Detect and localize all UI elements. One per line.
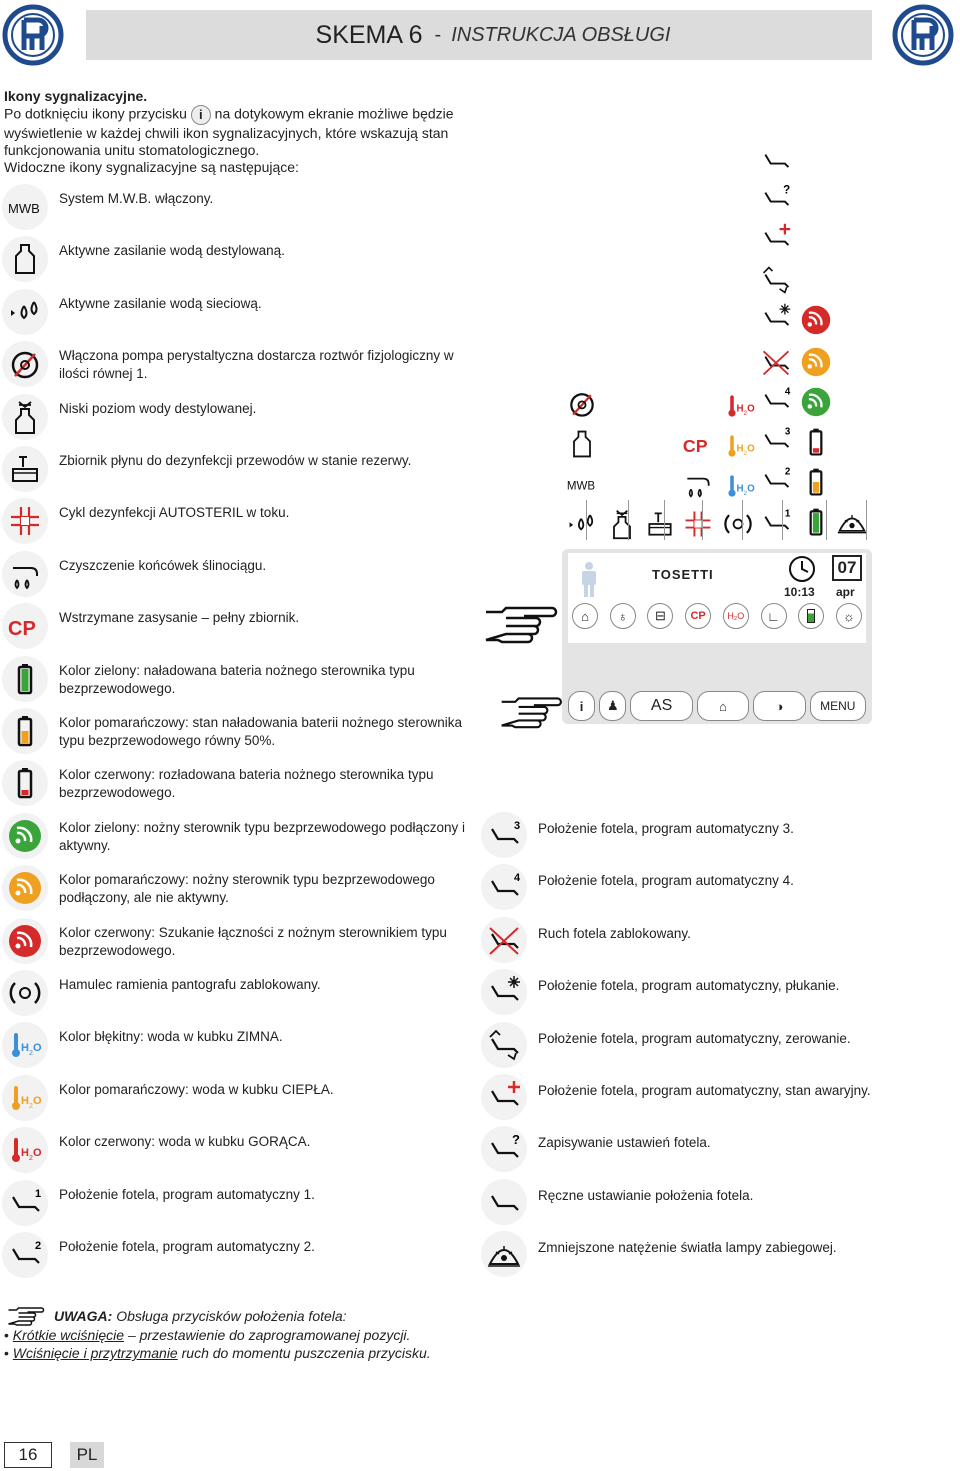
note-block: UWAGA: Obsługa przycisków położenia fotela: • Krótkie wciśnięcie – przestawienie do zaprogramowanej pozycji. • Wciśnięcie i przytrzymanie ruch do momentu puszczenia przycisku. bbox=[4, 1308, 431, 1361]
svg-text:MWB: MWB bbox=[566, 480, 596, 493]
grid-wireless-orange-icon bbox=[800, 346, 832, 378]
svg-text:?: ? bbox=[512, 1132, 520, 1148]
mwb-icon bbox=[2, 184, 48, 230]
svg-text:2: 2 bbox=[743, 409, 748, 417]
svg-text:2: 2 bbox=[35, 1240, 42, 1252]
grid-divider bbox=[702, 500, 703, 540]
right-item-text: Ruch fotela zablokowany. bbox=[538, 925, 691, 941]
grid-disinfect-tank-icon bbox=[644, 508, 676, 540]
svg-text:O: O bbox=[747, 443, 755, 455]
intro-line4: Widoczne ikony sygnalizacyjne są następujące: bbox=[4, 159, 299, 175]
panel-h2o-icon: H₂O bbox=[723, 603, 749, 629]
left-item-text: Zbiornik płynu do dezynfekcji przewodów w stanie rezerwy. bbox=[59, 453, 412, 468]
grid-battery-red-icon bbox=[800, 426, 832, 458]
left-item-text: System M.W.B. włączony. bbox=[59, 191, 214, 206]
grid-divider bbox=[586, 500, 587, 540]
svg-text:2: 2 bbox=[29, 1102, 33, 1110]
grid-brake-icon bbox=[722, 508, 754, 540]
svg-text:O: O bbox=[747, 483, 755, 495]
svg-text:H: H bbox=[21, 1042, 29, 1055]
panel-chair-icon: ∟ bbox=[761, 603, 787, 629]
panel-battery-icon bbox=[798, 603, 824, 629]
grid-peristaltic-pump-icon bbox=[566, 388, 598, 420]
brand-logo-left bbox=[2, 4, 64, 66]
h2o-orange-icon bbox=[2, 1075, 48, 1121]
grid-divider bbox=[826, 500, 827, 540]
intro-line2: wyświetlenie w każdej chwili ikon sygnalizacyjnych, które wskazują stan bbox=[4, 125, 449, 141]
chair-2-icon bbox=[2, 1232, 48, 1278]
svg-text:H: H bbox=[21, 1147, 29, 1160]
grid-battery-green-icon bbox=[800, 506, 832, 538]
page-lang: PL bbox=[70, 1442, 104, 1468]
panel-info-button[interactable]: i bbox=[568, 691, 595, 721]
note-b2-rest: ruch do momentu puszczenia przycisku. bbox=[181, 1345, 431, 1361]
left-item-text: Kolor pomarańczowy: woda w kubku CIEPŁA. bbox=[59, 1081, 334, 1097]
intro-line1a: Po dotknięciu ikony przycisku bbox=[4, 105, 187, 122]
note-title: UWAGA: bbox=[54, 1308, 113, 1324]
panel-lamp-icon: ☼ bbox=[836, 603, 862, 629]
right-item-text: Położenie fotela, program automatyczny, płukanie. bbox=[538, 978, 840, 994]
clock-icon bbox=[788, 555, 816, 583]
panel-tank-icon: ⊟ bbox=[647, 603, 673, 629]
control-panel bbox=[562, 549, 872, 724]
suction-clean-icon bbox=[2, 551, 48, 597]
grid-low-water-icon bbox=[606, 508, 638, 540]
pointing-hand-icon bbox=[484, 604, 562, 644]
panel-time: 10:13 bbox=[784, 585, 815, 599]
chair-manual-icon bbox=[481, 1179, 527, 1225]
svg-text:1: 1 bbox=[784, 508, 791, 520]
grid-mwb-icon bbox=[566, 468, 598, 500]
note-hand-icon bbox=[4, 1306, 50, 1326]
svg-text:MWB: MWB bbox=[8, 201, 40, 216]
chair-1-icon bbox=[2, 1180, 48, 1226]
pointing-hand-icon-2 bbox=[500, 694, 566, 730]
grid-chair-1-icon bbox=[760, 506, 792, 538]
right-item-text: Położenie fotela, program automatyczny, zerowanie. bbox=[538, 1030, 851, 1046]
wireless-green-icon bbox=[2, 813, 48, 859]
right-item-text: Ręczne ustawianie położenia fotela. bbox=[538, 1187, 754, 1203]
grid-chair-zero-icon bbox=[760, 264, 792, 296]
svg-text:CP: CP bbox=[8, 618, 36, 641]
chair-4-icon bbox=[481, 864, 527, 910]
grid-suction-clean-icon bbox=[682, 468, 714, 500]
person-icon bbox=[576, 561, 602, 597]
left-item-text: Włączona pompa perystaltyczna dostarcza roztwór fizjologiczny w ilości równej 1. bbox=[59, 348, 454, 382]
chair-zero-icon bbox=[481, 1022, 527, 1068]
right-item-text: Zapisywanie ustawień fotela. bbox=[538, 1135, 711, 1151]
left-item-text: Kolor pomarańczowy: nożny sterownik typu bezprzewodowego podłączony, ale nie aktywny. bbox=[59, 872, 435, 906]
svg-text:1: 1 bbox=[35, 1187, 42, 1200]
intro-line3: funkcjonowania unitu stomatologicznego. bbox=[4, 142, 260, 158]
note-b2-underline: Wciśnięcie i przytrzymanie bbox=[12, 1345, 178, 1361]
svg-text:H: H bbox=[21, 1094, 29, 1107]
battery-red-icon bbox=[2, 760, 48, 806]
disinfect-tank-icon bbox=[2, 446, 48, 492]
left-item-text: Kolor czerwony: rozładowana bateria nożnego sterownika typu bezprzewodowego. bbox=[59, 767, 434, 801]
svg-text:2: 2 bbox=[29, 1155, 33, 1163]
left-item-text: Kolor czerwony: woda w kubku GORĄCA. bbox=[59, 1134, 311, 1150]
grid-autosteril-icon bbox=[682, 508, 714, 540]
svg-text:2: 2 bbox=[743, 489, 748, 497]
left-item-text: Położenie fotela, program automatyczny 1. bbox=[59, 1186, 315, 1202]
panel-lowwater-icon: ♁ bbox=[610, 603, 636, 629]
svg-text:O: O bbox=[33, 1042, 42, 1055]
grid-mains-water-icon bbox=[566, 508, 598, 540]
note-b1-underline: Krótkie wciśnięcie bbox=[12, 1327, 125, 1343]
left-item-text: Wstrzymane zasysanie – pełny zbiornik. bbox=[59, 610, 300, 626]
left-item-text: Kolor pomarańczowy: stan naładowania baterii nożnego sterownika typu bezprzewodowego równy 50%. bbox=[59, 715, 462, 748]
left-item-text: Niski poziom wody destylowanej. bbox=[59, 400, 257, 416]
h2o-blue-icon bbox=[2, 1022, 48, 1068]
grid-battery-orange-icon bbox=[800, 466, 832, 498]
left-item-text: Kolor zielony: naładowana bateria nożnego sterownika typu bezprzewodowego. bbox=[59, 662, 415, 696]
panel-as-button[interactable]: AS bbox=[630, 691, 692, 721]
panel-bottle-icon: ⌂ bbox=[572, 603, 598, 629]
brand-logo-right bbox=[892, 4, 954, 66]
left-item-text: Aktywne zasilanie wodą destylowaną. bbox=[59, 243, 285, 259]
grid-chair-emergency-icon bbox=[760, 222, 792, 254]
svg-text:4: 4 bbox=[514, 872, 521, 885]
h2o-red-icon bbox=[2, 1127, 48, 1173]
panel-lamp-button[interactable]: ◑ bbox=[753, 691, 805, 721]
panel-bottle-button[interactable]: ⌂ bbox=[697, 691, 749, 721]
svg-text:4: 4 bbox=[784, 386, 791, 398]
header-dash: - bbox=[434, 23, 442, 46]
intro-text bbox=[4, 88, 484, 176]
svg-text:2: 2 bbox=[784, 466, 791, 478]
grid-lamp-dim-icon bbox=[836, 506, 868, 538]
intro-heading: Ikony sygnalizacyjne. bbox=[4, 88, 148, 104]
page-header bbox=[86, 10, 872, 60]
lamp-dim-icon bbox=[481, 1231, 527, 1277]
panel-month: apr bbox=[836, 585, 855, 599]
chair-3-icon bbox=[481, 812, 527, 858]
grid-wireless-green-icon bbox=[800, 386, 832, 418]
svg-text:3: 3 bbox=[784, 426, 791, 438]
grid-chair-2-icon bbox=[760, 464, 792, 496]
svg-text:?: ? bbox=[783, 184, 791, 197]
chair-save-icon bbox=[481, 1126, 527, 1172]
left-item-text: Kolor zielony: nożny sterownik typu bezprzewodowego podłączony i aktywny. bbox=[59, 819, 465, 853]
svg-text:H: H bbox=[736, 483, 744, 495]
grid-divider bbox=[782, 500, 783, 540]
right-item-text: Położenie fotela, program automatyczny, stan awaryjny. bbox=[538, 1083, 871, 1098]
grid-divider bbox=[664, 500, 665, 540]
brake-icon bbox=[2, 970, 48, 1016]
left-item-text: Hamulec ramienia pantografu zablokowany. bbox=[59, 977, 321, 992]
intro-line1b: na dotykowym ekranie możliwe będzie bbox=[214, 105, 454, 122]
chair-rinse-icon bbox=[481, 969, 527, 1015]
wireless-red-icon bbox=[2, 918, 48, 964]
left-item-text: Kolor błękitny: woda w kubku ZIMNA. bbox=[59, 1029, 283, 1045]
panel-brand: TOSETTI bbox=[652, 567, 714, 582]
grid-chair-3-icon bbox=[760, 424, 792, 456]
low-water-icon bbox=[2, 394, 48, 440]
svg-text:3: 3 bbox=[514, 820, 521, 832]
grid-chair-4-icon bbox=[760, 384, 792, 416]
left-item-text: Kolor czerwony: Szukanie łączności z nożnym sterownikiem typu bezprzewodowego. bbox=[59, 924, 447, 958]
autosteril-icon bbox=[2, 498, 48, 544]
grid-chair-manual-icon bbox=[760, 144, 792, 176]
grid-distilled-bottle-icon bbox=[566, 428, 598, 460]
svg-text:CP: CP bbox=[682, 436, 708, 456]
right-item-text: Położenie fotela, program automatyczny 3. bbox=[538, 821, 794, 836]
grid-h2o-orange-icon bbox=[724, 430, 756, 462]
grid-divider bbox=[866, 500, 867, 540]
chair-emergency-icon bbox=[481, 1074, 527, 1120]
header-subtitle: INSTRUKCJA OBSŁUGI bbox=[451, 23, 671, 46]
battery-orange-icon bbox=[2, 708, 48, 754]
mains-water-icon bbox=[2, 289, 48, 335]
distilled-bottle-icon bbox=[2, 236, 48, 282]
panel-menu-button[interactable]: MENU bbox=[810, 691, 866, 721]
page-number: 16 bbox=[4, 1442, 52, 1468]
left-item-text: Położenie fotela, program automatyczny 2. bbox=[59, 1239, 315, 1254]
svg-text:2: 2 bbox=[743, 449, 748, 457]
svg-text:2: 2 bbox=[29, 1050, 33, 1058]
note-b1-rest: – przestawienie do zaprogramowanej pozycji. bbox=[127, 1327, 411, 1343]
grid-chair-locked-icon bbox=[760, 346, 792, 378]
wireless-orange-icon bbox=[2, 865, 48, 911]
grid-chair-save-icon bbox=[760, 182, 792, 214]
svg-text:O: O bbox=[33, 1094, 42, 1107]
cp-icon bbox=[2, 603, 48, 649]
left-item-text: Aktywne zasilanie wodą sieciową. bbox=[59, 295, 262, 311]
svg-text:H: H bbox=[736, 443, 744, 455]
header-title: SKEMA 6 bbox=[315, 20, 423, 49]
right-item-text: Położenie fotela, program automatyczny 4. bbox=[538, 873, 794, 889]
chair-locked-icon bbox=[481, 917, 527, 963]
info-icon: i bbox=[191, 105, 211, 125]
grid-h2o-red-icon bbox=[724, 390, 756, 422]
panel-buttons bbox=[568, 691, 866, 721]
grid-chair-rinse-icon bbox=[760, 302, 792, 334]
panel-status-row bbox=[568, 601, 866, 631]
panel-day: 07 bbox=[832, 555, 862, 581]
svg-text:H: H bbox=[736, 403, 744, 415]
peristaltic-pump-icon bbox=[2, 341, 48, 387]
grid-wireless-red-icon bbox=[800, 304, 832, 336]
left-item-text: Czyszczenie końcówek ślinociągu. bbox=[59, 557, 267, 573]
grid-cp-icon bbox=[682, 428, 714, 460]
right-item-text: Zmniejszone natężenie światła lampy zabiegowej. bbox=[538, 1240, 837, 1256]
battery-green-icon bbox=[2, 656, 48, 702]
grid-divider bbox=[628, 500, 629, 540]
grid-divider bbox=[742, 500, 743, 540]
panel-cp-icon: CP bbox=[685, 603, 711, 629]
left-item-text: Cykl dezynfekcji AUTOSTERIL w toku. bbox=[59, 505, 290, 521]
note-title-rest: Obsługa przycisków położenia fotela: bbox=[116, 1308, 347, 1324]
svg-text:O: O bbox=[747, 403, 755, 415]
panel-person-button[interactable]: ♟ bbox=[599, 691, 626, 721]
grid-h2o-blue-icon bbox=[724, 470, 756, 502]
svg-text:O: O bbox=[33, 1147, 42, 1160]
